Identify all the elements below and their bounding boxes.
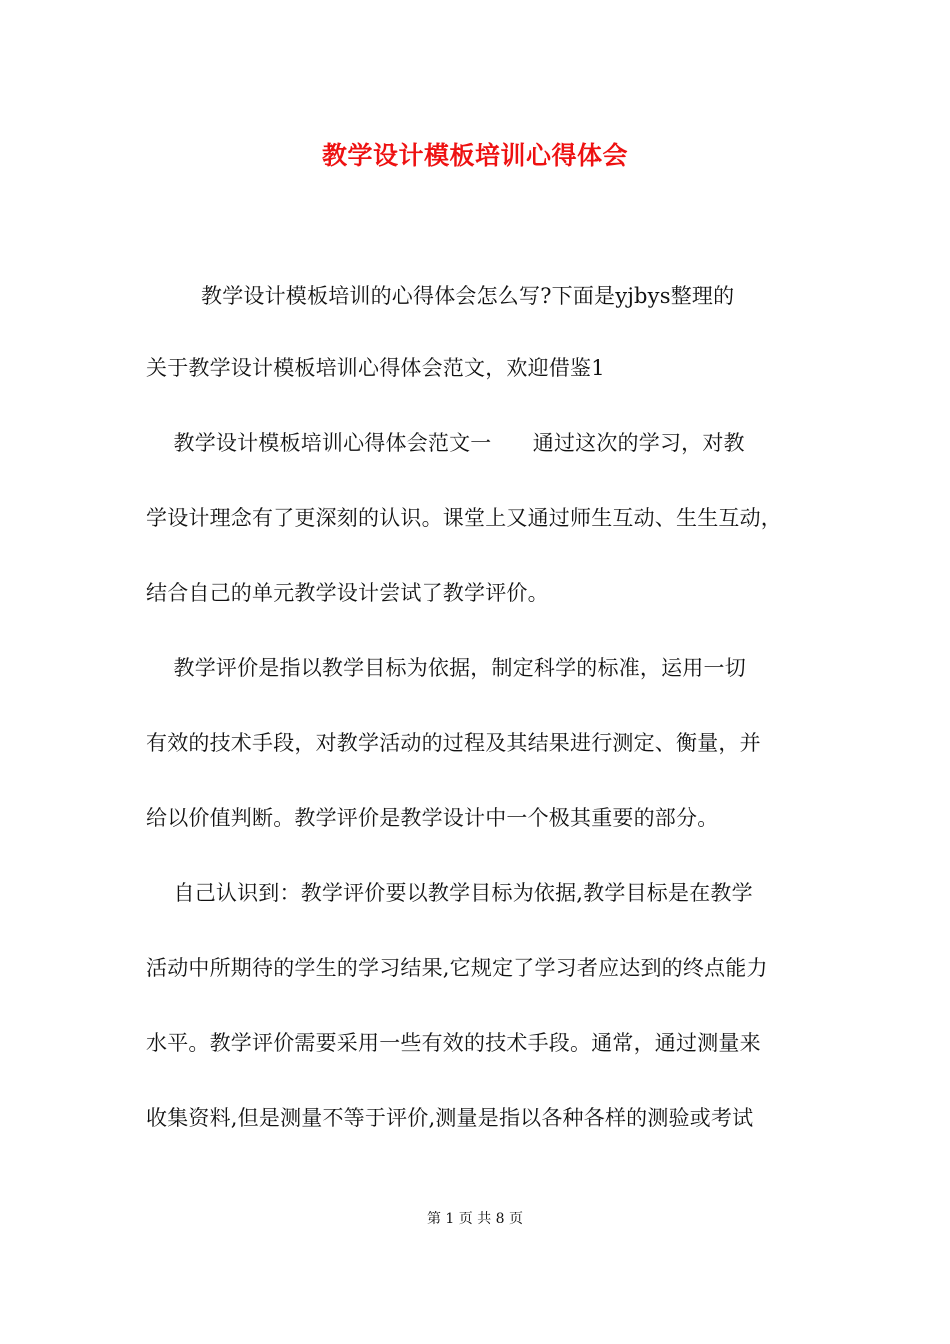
body-line-9: 自己认识到：教学评价要以教学目标为依据,教学目标是在教学 [146, 881, 753, 905]
body-line-10: 活动中所期待的学生的学习结果,它规定了学习者应达到的终点能力 [146, 956, 768, 980]
body-line-7: 有效的技术手段，对教学活动的过程及其结果进行测定、衡量，并 [146, 731, 761, 755]
body-line-3: 教学设计模板培训心得体会范文一 通过这次的学习，对教 [146, 431, 745, 455]
body-line-2: 关于教学设计模板培训心得体会范文，欢迎借鉴1 [146, 356, 605, 380]
body-line-5: 结合自己的单元教学设计尝试了教学评价。 [146, 581, 549, 605]
document-title: 教学设计模板培训心得体会 [321, 141, 628, 170]
body-line-11: 水平。教学评价需要采用一些有效的技术手段。通常，通过测量来 [146, 1031, 761, 1055]
body-line-1: 教学设计模板培训的心得体会怎么写?下面是yjbys整理的 [146, 284, 735, 308]
body-line-8: 给以价值判断。教学评价是教学设计中一个极其重要的部分。 [146, 806, 719, 830]
body-line-6: 教学评价是指以教学目标为依据，制定科学的标准，运用一切 [146, 656, 746, 680]
body-line-4: 学设计理念有了更深刻的认识。课堂上又通过师生互动、生生互动， [146, 506, 782, 530]
body-line-12: 收集资料,但是测量不等于评价,测量是指以各种各样的测验或考试 [146, 1106, 754, 1130]
page-number-footer: 第 1 页 共 8 页 [426, 1211, 524, 1227]
